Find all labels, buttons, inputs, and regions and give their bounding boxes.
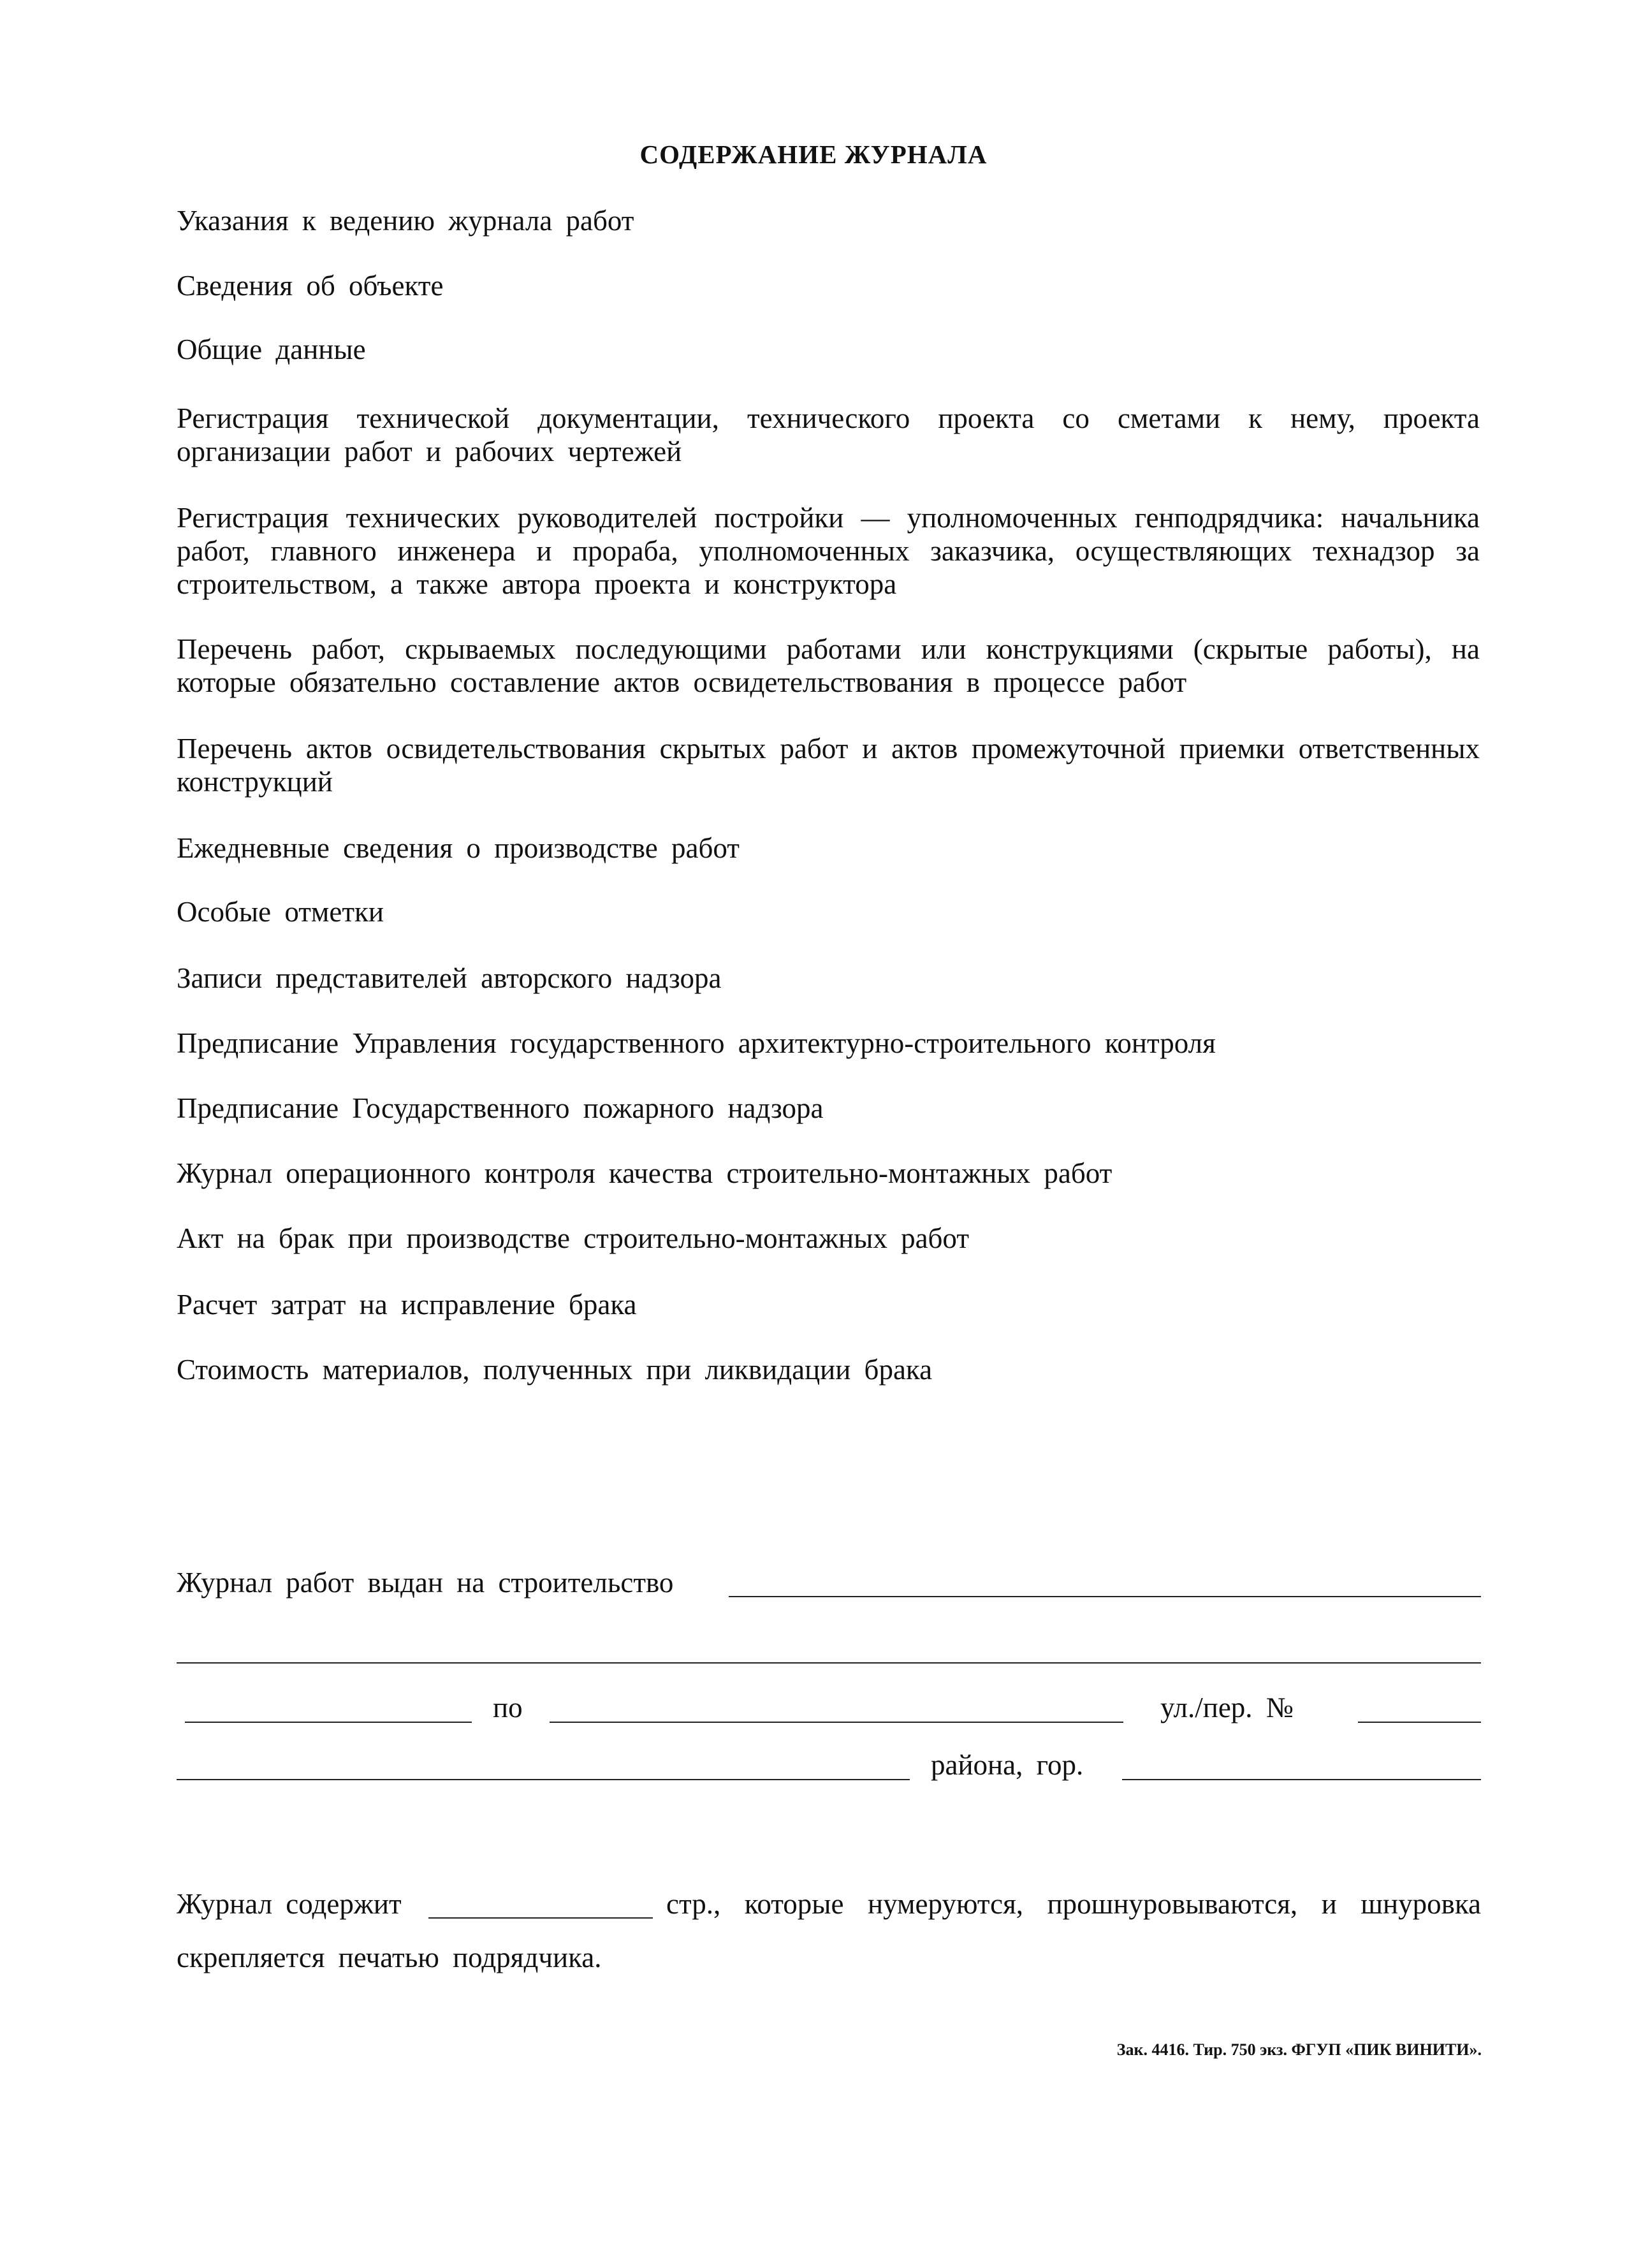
page-count-field[interactable] xyxy=(428,1917,653,1919)
contents-item: Указания к ведению журнала работ xyxy=(177,205,634,237)
contains-label: Журнал содержит xyxy=(177,1888,402,1920)
issued-label: Журнал работ выдан на строительство xyxy=(177,1567,674,1599)
contents-item: Стоимость материалов, полученных при ликвидации брака xyxy=(177,1354,933,1386)
contents-item: Регистрация технической документации, технического проекта со сметами к нему, проекта организации работ и рабочих чертежей xyxy=(177,402,1480,467)
object-field[interactable] xyxy=(185,1722,472,1723)
contents-item: Журнал операционного контроля качества строительно-монтажных работ xyxy=(177,1157,1113,1189)
contents-item: Перечень актов освидетельствования скрытых работ и актов промежуточной приемки ответственных конструкций xyxy=(177,733,1480,798)
street-label: ул./пер. № xyxy=(1160,1692,1294,1723)
district-field[interactable] xyxy=(177,1779,910,1780)
construction-site-field[interactable] xyxy=(729,1596,1481,1597)
contents-item: Расчет затрат на исправление брака xyxy=(177,1289,637,1321)
contents-item: Особые отметки xyxy=(177,896,384,928)
contents-item: Предписание Управления государственного архитектурно-строительного контроля xyxy=(177,1027,1216,1059)
contents-item: Акт на брак при производстве строительно-монтажных работ xyxy=(177,1222,970,1254)
district-label: района, гор. xyxy=(931,1749,1084,1781)
contents-item: Записи представителей авторского надзора xyxy=(177,962,722,994)
contents-item: Предписание Государственного пожарного надзора xyxy=(177,1092,824,1124)
street-name-field[interactable] xyxy=(550,1722,1123,1723)
pages-text: стр., которые нумеруются, прошнуровываются, и шнуровка xyxy=(666,1888,1481,1920)
contents-item: Общие данные xyxy=(177,333,366,365)
contents-item: Перечень работ, скрываемых последующими работами или конструкциями (скрытые работы), на которые обязательно составление актов освидетельствования в процессе работ xyxy=(177,633,1480,698)
contents-item: Сведения об объекте xyxy=(177,270,444,302)
city-field[interactable] xyxy=(1122,1779,1481,1780)
construction-site-field-continued[interactable] xyxy=(177,1662,1481,1664)
contents-item: Ежедневные сведения о производстве работ xyxy=(177,832,740,864)
print-imprint: Зак. 4416. Тир. 750 экз. ФГУП «ПИК ВИНИТИ». xyxy=(1116,2040,1482,2059)
contents-item: Регистрация технических руководителей постройки — уполномоченных генподрядчика: начальника работ, главного инженера и прораба, уполномоченных заказчика, осуществляющих технадзор за строительством, а также автора проекта и конструктора xyxy=(177,502,1480,600)
house-number-field[interactable] xyxy=(1358,1722,1481,1723)
page-title: СОДЕРЖАНИЕ ЖУРНАЛА xyxy=(639,140,988,169)
seal-text: скрепляется печатью подрядчика. xyxy=(177,1942,602,1973)
po-label: по xyxy=(493,1692,523,1723)
